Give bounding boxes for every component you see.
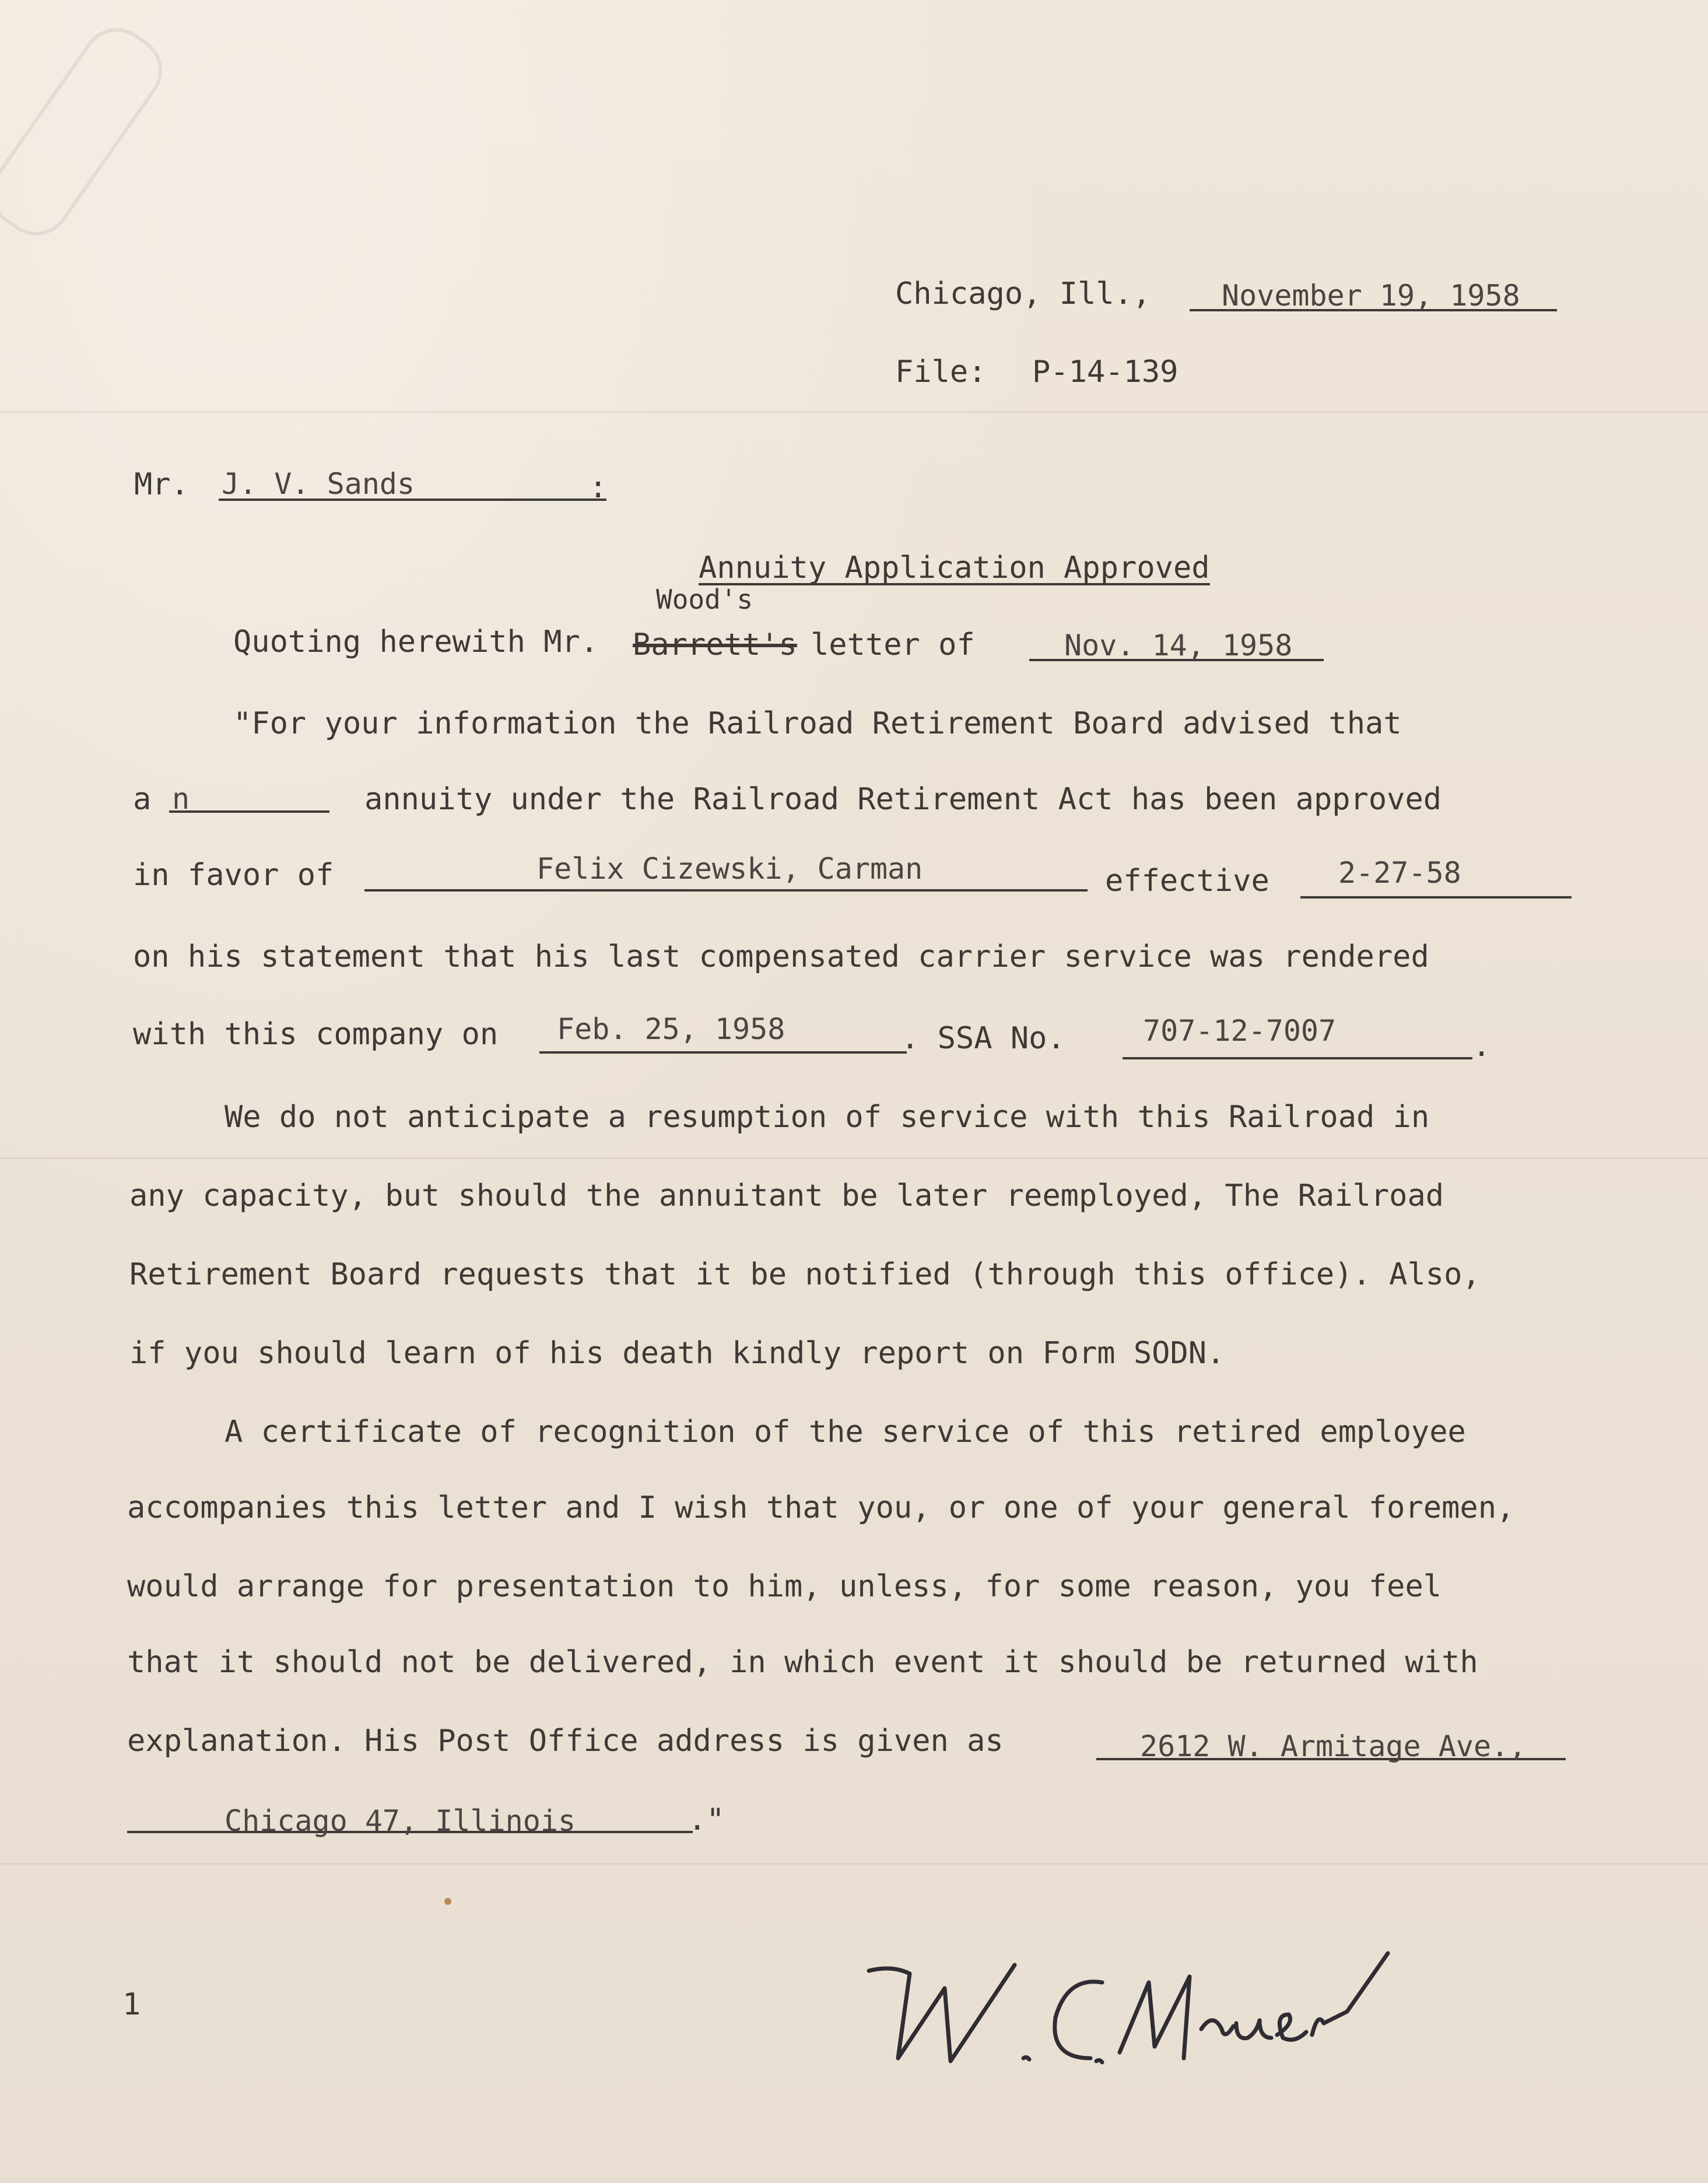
addressee-colon: : [589,470,608,505]
addressee-name: J. V. Sands [222,467,415,501]
effective-underline [1300,896,1572,899]
p1-line4: on his statement that his last compensated carrier service was rendered [133,939,1429,974]
p1-line3-b: effective [1105,864,1269,899]
subject-heading: Annuity Application Approved [699,550,1210,585]
article-underline [169,810,329,813]
closing-quote: ." [688,1802,725,1837]
p1-line5-b: . SSA No. [901,1021,1065,1056]
struck-name: Barrett's [633,627,797,662]
p1-line2-b: annuity under the Railroad Retirement Act has been approved [364,782,1442,817]
addressee-prefix: Mr. [134,467,189,502]
address-line2: Chicago 47, Illinois [225,1804,576,1838]
quoted-letter-date: Nov. 14, 1958 [1064,629,1293,662]
p2-line: We do not anticipate a resumption of service with this Railroad in [225,1100,1430,1135]
p2-line: any capacity, but should the annuitant be later reemployed, The Railroad [129,1178,1444,1213]
letter-date: November 19, 1958 [1222,279,1520,313]
paper-fold [0,1157,1708,1159]
p1-line3-a: in favor of [133,858,334,893]
p1-line5-c: . [1472,1029,1491,1064]
paper-fold [0,411,1708,413]
p3-line: accompanies this letter and I wish that you, or one of your general foremen, [127,1490,1515,1525]
p3-line: A certificate of recognition of the service of this retired employee [225,1415,1466,1450]
service-date-underline [539,1051,907,1054]
address-line1: 2612 W. Armitage Ave., [1140,1729,1527,1763]
effective-date: 2-27-58 [1338,856,1461,890]
quote-middle: letter of [811,627,975,662]
quote-lead: Quoting herewith Mr. [233,624,599,659]
article-fill: n [172,782,190,816]
ink-spot [444,1898,451,1905]
ssa-underline [1123,1057,1472,1059]
inserted-name: Wood's [656,584,753,615]
paperclip-mark [0,15,176,250]
p3-line: that it should not be delivered, in which event it should be returned with [127,1645,1478,1680]
employee-name: Felix Cizewski, Carman [536,852,923,886]
file-number: P-14-139 [1032,355,1179,389]
p3-line: would arrange for presentation to him, unless, for some reason, you feel [127,1569,1442,1604]
p2-line: Retirement Board requests that it be notified (through this office). Also, [129,1257,1481,1292]
p3-last-line: explanation. His Post Office address is given as [127,1724,1004,1759]
ssa-number: 707-12-7007 [1143,1014,1337,1048]
p1-line5-a: with this company on [133,1017,499,1052]
signature [857,1942,1417,2093]
page-number: 1 [122,1987,141,2022]
last-service-date: Feb. 25, 1958 [557,1012,785,1046]
employee-underline [364,889,1088,892]
p1-line2-a: a [133,782,152,817]
p2-line: if you should learn of his death kindly report on Form SODN. [129,1336,1225,1371]
file-label: File: [895,355,987,389]
p1-line1: "For your information the Railroad Retirement Board advised that [233,706,1402,741]
place-label: Chicago, Ill., [895,276,1151,311]
paper-fold [0,1863,1708,1865]
